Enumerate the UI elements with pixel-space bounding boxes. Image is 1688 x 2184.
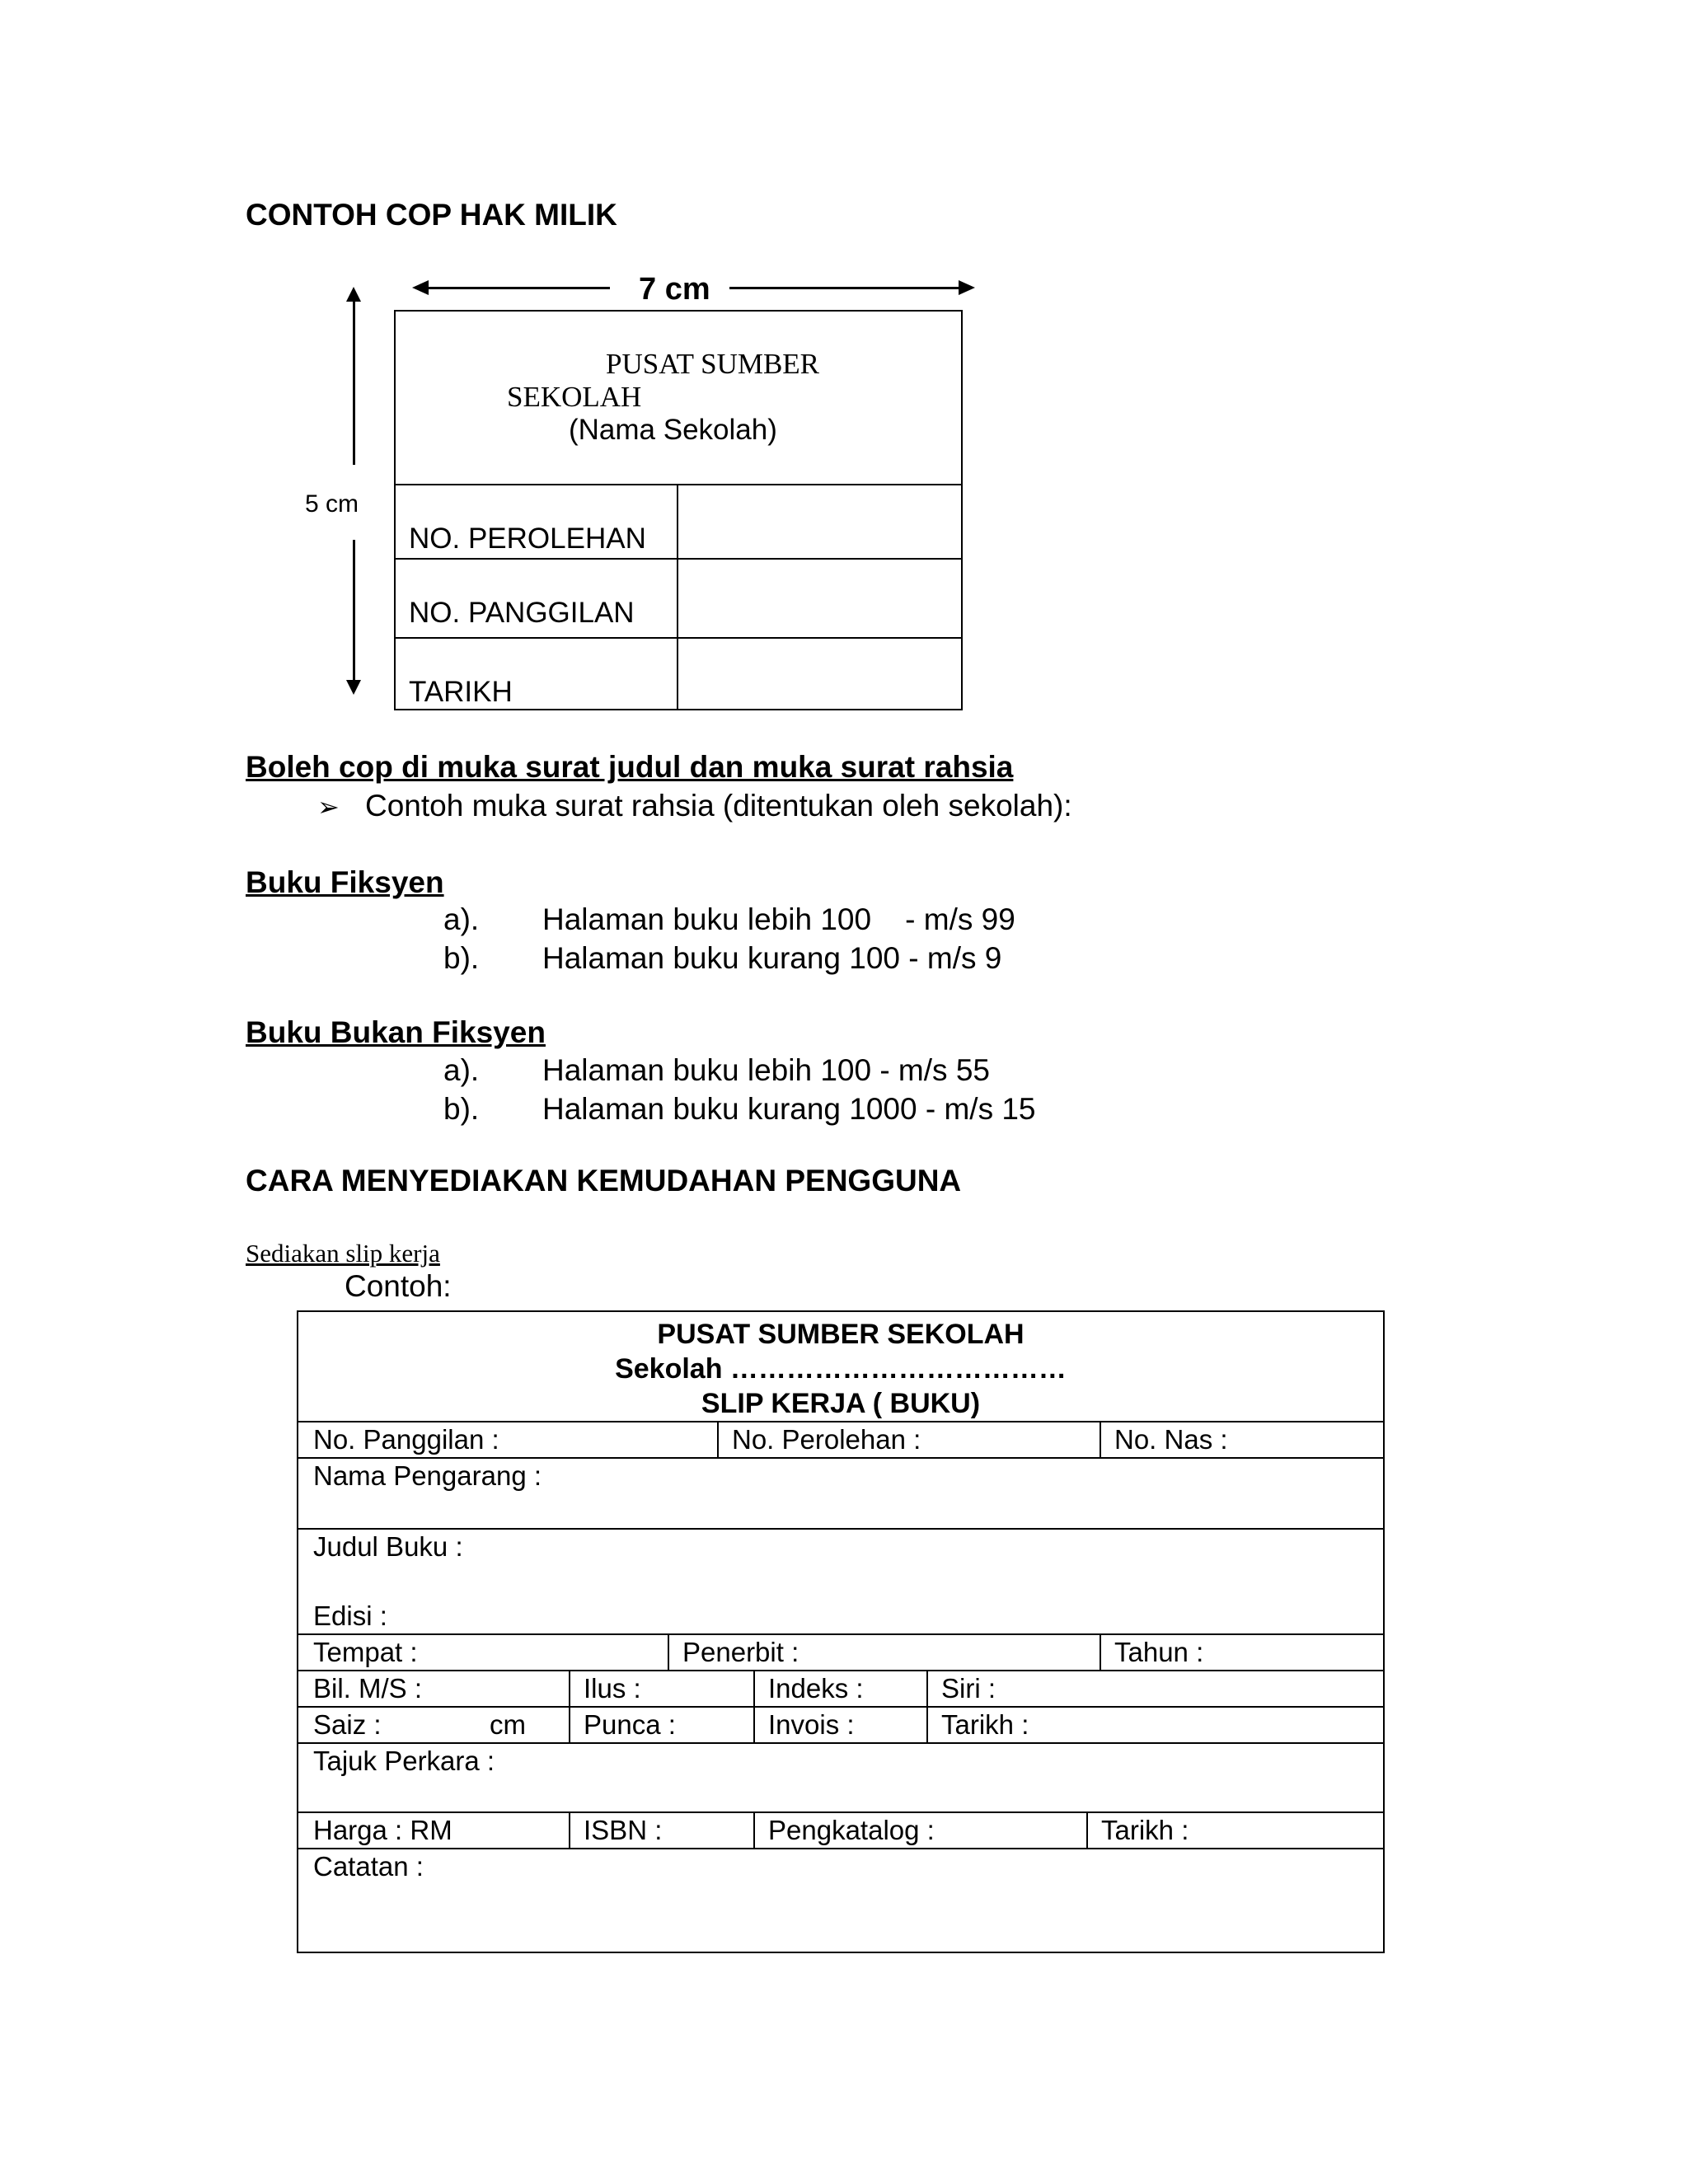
cell-ilus: Ilus : <box>584 1673 641 1704</box>
bukan-fiksyen-label-b: b). <box>443 1092 480 1126</box>
slip-hline-2 <box>298 1457 1383 1459</box>
cell-siri: Siri : <box>941 1673 996 1704</box>
cop-heading: Boleh cop di muka surat judul dan muka surat rahsia <box>246 750 1014 784</box>
slip-vline-r6a <box>569 1706 570 1742</box>
cop-bullet-text: Contoh muka surat rahsia (ditentukan oleh sekolah): <box>365 789 1072 823</box>
cell-nama-pengarang: Nama Pengarang : <box>313 1460 542 1491</box>
cell-judul-buku: Judul Buku : <box>313 1531 463 1562</box>
cell-punca: Punca : <box>584 1709 676 1740</box>
cell-tempat: Tempat : <box>313 1637 418 1667</box>
stamp-row-line-2 <box>394 637 963 639</box>
cell-harga: Harga : RM <box>313 1815 452 1845</box>
slip-vline-r5a <box>569 1670 570 1706</box>
bukan-fiksyen-label-a: a). <box>443 1053 480 1087</box>
cell-no-panggilan: No. Panggilan : <box>313 1424 499 1455</box>
slip-kerja-table <box>297 1310 1385 1953</box>
fiksyen-text-b: Halaman buku kurang 100 - m/s 9 <box>542 941 1002 975</box>
heading-cara: CARA MENYEDIAKAN KEMUDAHAN PENGGUNA <box>246 1164 962 1197</box>
stamp-row-line-1 <box>394 558 963 560</box>
contoh-label: Contoh: <box>345 1269 452 1303</box>
stamp-title-line3: (Nama Sekolah) <box>569 414 777 446</box>
cell-tajuk-perkara: Tajuk Perkara : <box>313 1746 495 1776</box>
cell-no-nas: No. Nas : <box>1114 1424 1228 1455</box>
arrow-bullet-icon: ➢ <box>317 792 340 822</box>
slip-vline-r1b <box>1100 1421 1101 1457</box>
slip-vline-r4a <box>668 1633 669 1670</box>
width-arrow-line-right <box>729 287 960 289</box>
slip-hline-8 <box>298 1848 1383 1849</box>
slip-vline-r6c <box>926 1706 928 1742</box>
slip-title-2: Sekolah ……………………………… <box>615 1353 1067 1385</box>
stamp-row-panggilan: NO. PANGGILAN <box>409 597 635 629</box>
stamp-width-label: 7 cm <box>639 272 710 307</box>
slip-vline-r6b <box>753 1706 755 1742</box>
fiksyen-label-b: b). <box>443 941 480 975</box>
fiksyen-heading: Buku Fiksyen <box>246 865 444 899</box>
cell-tarikh-2: Tarikh : <box>1101 1815 1189 1845</box>
slip-vline-r5b <box>753 1670 755 1706</box>
cell-catatan: Catatan : <box>313 1851 424 1882</box>
slip-vline-r8b <box>753 1811 755 1848</box>
fiksyen-text-a: Halaman buku lebih 100 - m/s 99 <box>542 902 1015 936</box>
slip-title-1: PUSAT SUMBER SEKOLAH <box>657 1319 1025 1350</box>
bukan-fiksyen-text-b: Halaman buku kurang 1000 - m/s 15 <box>542 1092 1036 1126</box>
heading-stamp: CONTOH COP HAK MILIK <box>246 198 617 232</box>
slip-title-3: SLIP KERJA ( BUKU) <box>701 1388 981 1419</box>
slip-hline-7 <box>298 1811 1383 1813</box>
slip-hline-5 <box>298 1670 1383 1671</box>
cell-no-perolehan: No. Perolehan : <box>732 1424 921 1455</box>
slip-vline-r1a <box>717 1421 719 1457</box>
cell-bil-ms: Bil. M/S : <box>313 1673 423 1704</box>
arrow-left-icon <box>412 280 429 295</box>
slip-hline-4 <box>298 1633 1383 1635</box>
slip-vline-r8c <box>1086 1811 1088 1848</box>
bukan-fiksyen-text-a: Halaman buku lebih 100 - m/s 55 <box>542 1053 990 1087</box>
cell-indeks: Indeks : <box>768 1673 864 1704</box>
slip-hline-1 <box>298 1421 1383 1422</box>
stamp-row-perolehan: NO. PEROLEHAN <box>409 523 646 555</box>
arrow-right-icon <box>959 280 975 295</box>
stamp-col-line <box>677 484 678 710</box>
slip-hline-6 <box>298 1706 1383 1708</box>
slip-vline-r4b <box>1100 1633 1101 1670</box>
fiksyen-label-a: a). <box>443 902 480 936</box>
sediakan-text: Sediakan slip kerja <box>246 1239 440 1268</box>
slip-hline-6b <box>298 1742 1383 1744</box>
slip-vline-r5c <box>926 1670 928 1706</box>
stamp-row-tarikh: TARIKH <box>409 676 513 708</box>
stamp-title-line1: PUSAT SUMBER <box>606 348 820 380</box>
height-arrow-line-top <box>353 300 355 465</box>
cell-tahun: Tahun : <box>1114 1637 1204 1667</box>
cell-saiz: Saiz : <box>313 1709 382 1740</box>
cell-pengkatalog: Pengkatalog : <box>768 1815 935 1845</box>
width-arrow-line-left <box>427 287 610 289</box>
cell-tarikh-1: Tarikh : <box>941 1709 1029 1740</box>
slip-vline-r8a <box>569 1811 570 1848</box>
slip-hline-3 <box>298 1528 1383 1530</box>
cell-edisi: Edisi : <box>313 1601 387 1631</box>
arrow-down-icon <box>346 680 361 695</box>
cell-cm: cm <box>490 1709 526 1740</box>
bukan-fiksyen-heading: Buku Bukan Fiksyen <box>246 1015 546 1049</box>
height-arrow-line-bottom <box>353 540 355 680</box>
cell-penerbit: Penerbit : <box>682 1637 799 1667</box>
cell-isbn: ISBN : <box>584 1815 663 1845</box>
stamp-title-line2: SEKOLAH <box>507 381 642 413</box>
cell-invois: Invois : <box>768 1709 855 1740</box>
stamp-divider <box>394 484 963 485</box>
stamp-height-label: 5 cm <box>305 490 359 518</box>
